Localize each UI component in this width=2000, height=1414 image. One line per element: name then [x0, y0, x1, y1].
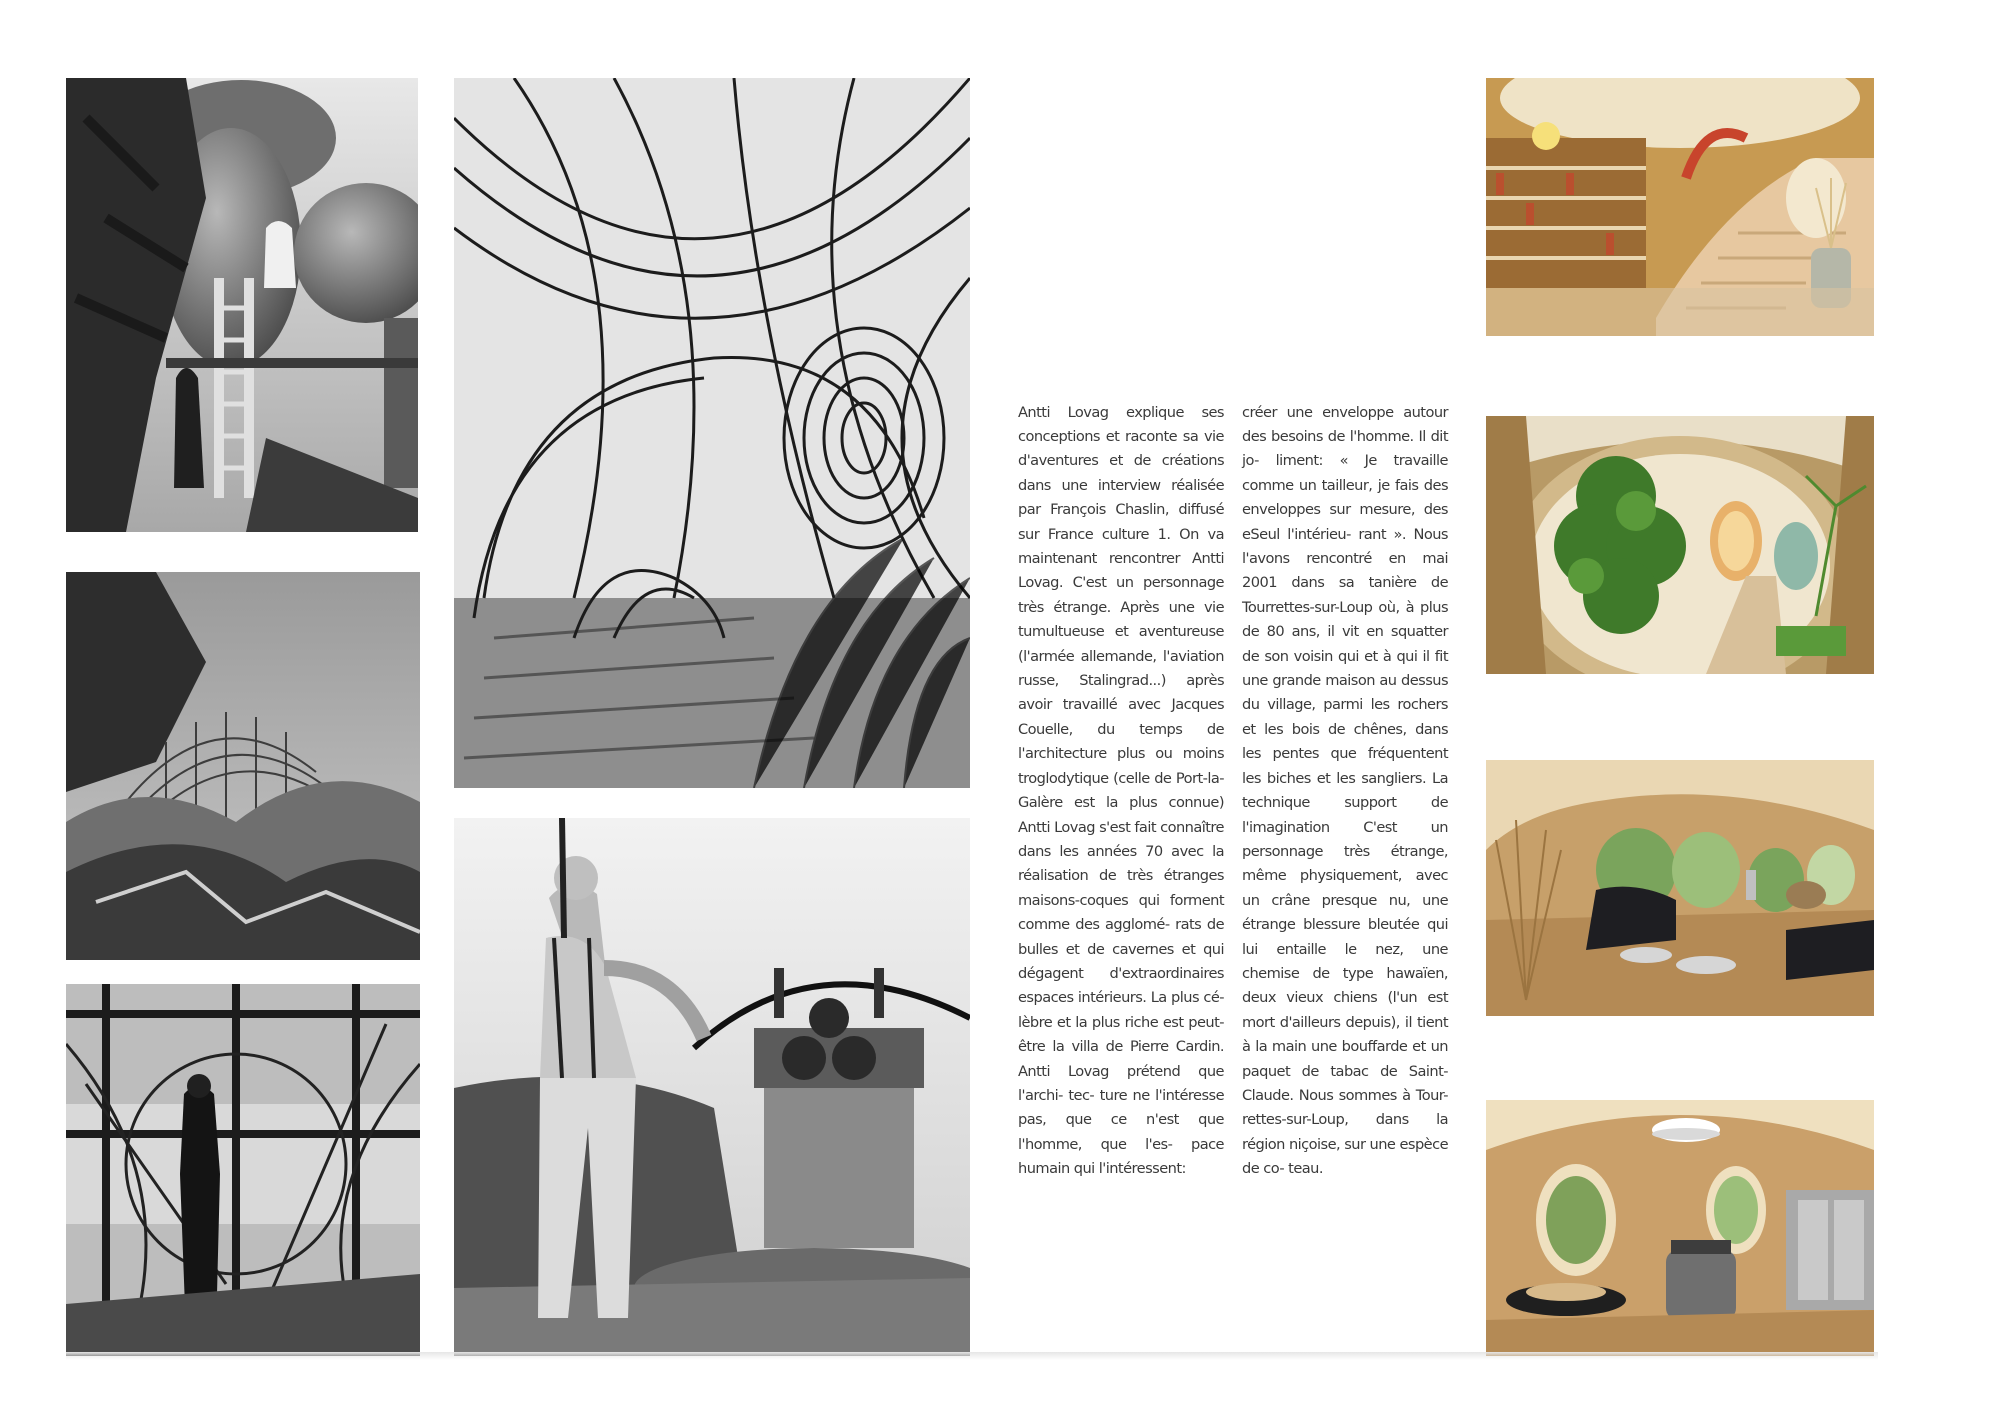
photo-wire-mesh-spiral-structure [454, 78, 970, 788]
photo-man-with-bending-machine [454, 818, 970, 1356]
photo-interior-plant-round-doors [1486, 416, 1874, 674]
photo-interior-library-spiral-stair [1486, 78, 1874, 336]
page-bottom-shadow [66, 1352, 1878, 1360]
article-column-1: Antti Lovag explique ses conceptions et raconte sa vie d'aventures et de créations dans une interview réalisée par François Chaslin, diffusé sur France culture 1. On va maintenant rencontrer Antti Lovag. C'est un personnage très étrange. Après une vie tumultueuse et aventureuse (l'armée allemande, l'aviation russe, Stalingrad...) après avoir travaillé avec Jacques Couelle, du temps de l'architecture plus ou moins troglodytique (celle de Port-la-Galère est la plus connue) Antti Lovag s'est fait connaître dans les années 70 avec la réalisation de très étranges maisons-coques qui forment comme des agglomé- rats de bulles et de cavernes et qui dégagent d'extraordinaires espaces intérieurs. La plus cé- lèbre et la plus riche est peut- être la villa de Pierre Cardin. Antti Lovag prétend que l'archi- tec- ture ne l'intéresse pas, que ce n'est que l'homme, que l'es- pace humain qui l'intéressent: [1018, 403, 1224, 1178]
photo-interior-kitchen-round-windows [1486, 1100, 1874, 1356]
photo-bubble-house-construction-ladder [66, 78, 418, 532]
photo-interior-living-room-sofas [1486, 760, 1874, 1016]
article-column-2: créer une enveloppe autour des besoins de l'homme. Il dit jo- liment: « Je travaille comme un tailleur, je fais des enveloppes sur mesure, des eSeul l'intérieu- rant ». Nous l'avons rencontré en mai 2001 dans sa tanière de Tourrettes-sur-Loup où, à plus de 80 ans, il vit en squatter de son voisin qui et à qui il fit une grande maison au dessus du village, parmi les rochers et les bois de chênes, dans les pentes que fréquentent les biches et les sangliers. La technique support de l'imagination C'est un personnage très étrange, même physiquement, avec un crâne presque nu, une étrange blessure bleutée qui lui entaille le nez, une chemise de type hawaïen, deux vieux chiens (l'un est mort d'ailleurs depuis), il tient à la main une bouffarde et un paquet de tabac de Saint- Claude. Nous sommes à Tour- rettes-sur-Loup, dans la région niçoise, sur une espèce de co- teau. [1242, 403, 1448, 1178]
photo-hillside-framework-rocks [66, 572, 420, 960]
photo-man-inside-steel-frame [66, 984, 420, 1356]
